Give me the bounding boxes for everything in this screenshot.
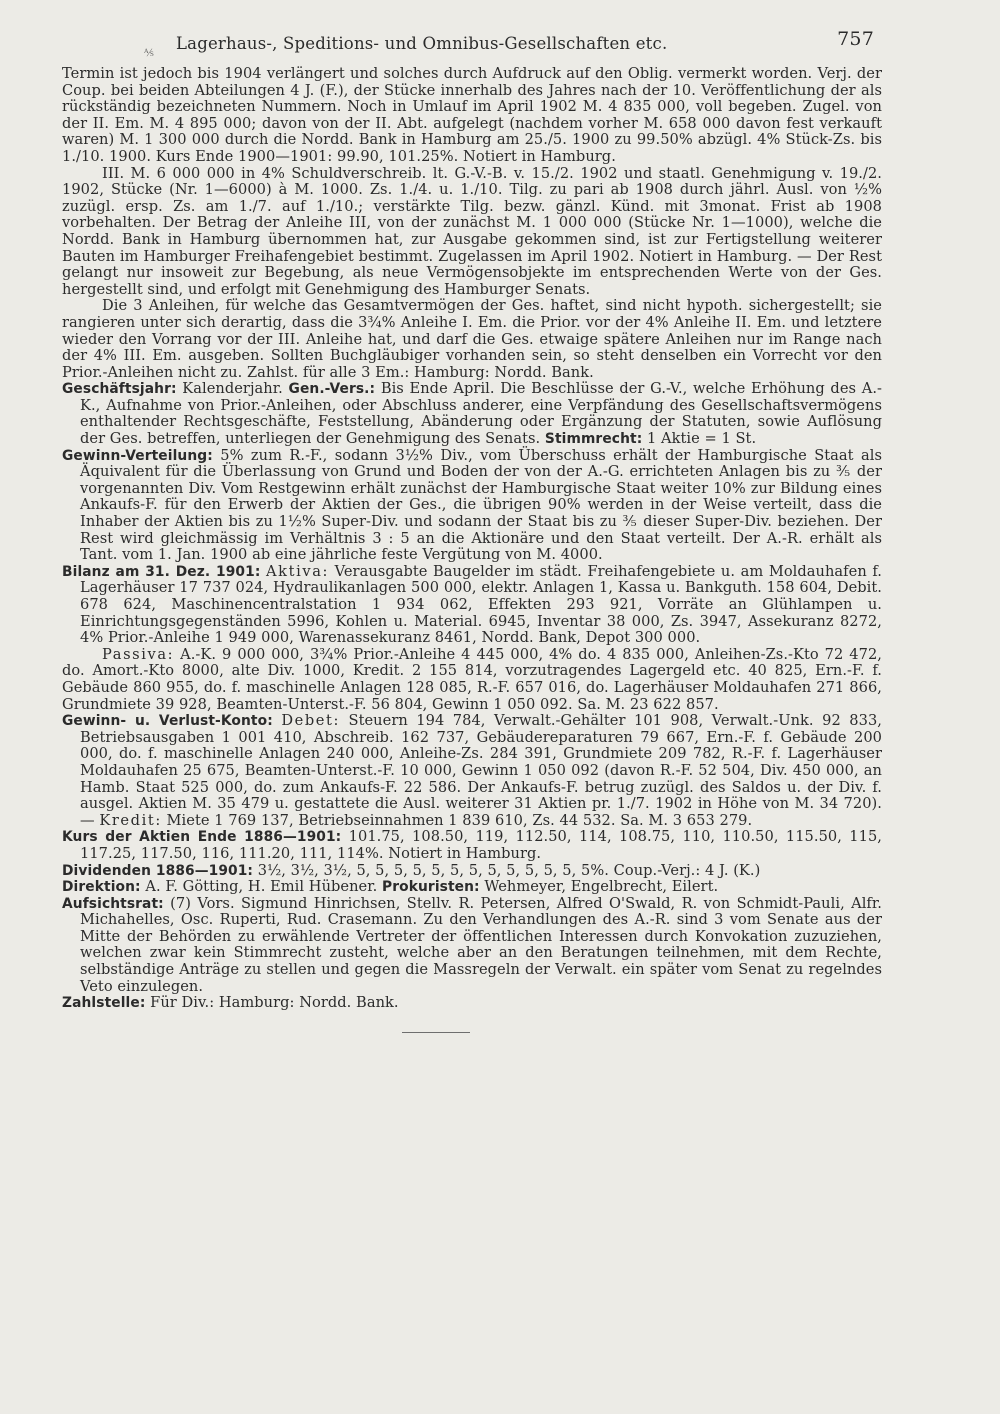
- label-direktion: Direktion:: [62, 879, 141, 896]
- page-header: [62, 24, 882, 58]
- text-stimmrecht: 1 Aktie = 1 St.: [642, 430, 757, 448]
- text-geschaeftsjahr: Kalenderjahr.: [176, 380, 289, 398]
- label-kurs: Kurs der Aktien Ende 1886—1901:: [62, 829, 342, 846]
- label-dividenden: Dividenden 1886—1901:: [62, 862, 254, 879]
- label-zahlstelle: Zahlstelle:: [62, 995, 146, 1012]
- paragraph-anleihe-continuation: Termin ist jedoch bis 1904 verlängert und solches durch Aufdruck auf den Oblig. vermerkt worden. Verj. der Coup. bei beiden Abteilungen 4 J. (F.), der Stücke innerhalb des Jahres nach der 10. Veröffentlichung der als rückständig bezeichneten Nummern. Noch in Umlauf im April 1902 M. 4 835 000, voll begeben. Zugel. von der II. Em. M. 4 895 000; davon von der II. Abt. aufgelegt (nachdem vorher M. 658 000 davon fest verkauft waren) M. 1 300 000 durch die Nordd. Bank in Hamburg am 25./5. 1900 zu 99.50% abzügl. 4% Stück-Zs. bis 1./10. 1900. Kurs Ende 1900—1901: 99.90, 101.25%. Notiert in Hamburg.: [62, 65, 882, 165]
- text-gen-vers: Bis Ende April. Die Beschlüsse der G.-V., welche Erhöhung des A.-K., Aufnahme von Prior.-Anleihen, oder Abschluss anderer, eine Verpfändung des Gesellschaftsvermögens enthaltender Rechtsgeschäfte, Feststellung, Abänderung oder Ergänzung der Statuten, sowie Auflösung der Ges. betreffen, unterliegen der Genehmigung des Senats.: [80, 380, 882, 448]
- entry-direktion: [62, 879, 882, 896]
- text-aktiva: Verausgabte Baugelder im städt. Freihafengebiete u. am Moldauhafen f. Lagerhäuser 17 737 024, Hydraulikanlagen 500 000, elektr. Anlagen 1, Kassa u. Bankguth. 158 604, Debit. 678 624, Maschinencentralstation 1 934 062, Effekten 293 921, Vorräte an Glühlampen u. Einrichtungsgegenständen 5996, Kohlen u. Material. 6945, Inventar 38 000, Zs. 3947, Assekuranz 8272, 4% Prior.-Anleihe 1 949 000, Warenassekuranz 8461, Nordd. Bank, Depot 300 000.: [80, 562, 882, 647]
- label-kredit: Kredit:: [99, 811, 162, 829]
- label-prokuristen: Prokuristen:: [382, 879, 480, 896]
- paragraph-anleihe-iii: III. M. 6 000 000 in 4% Schuldverschreib. lt. G.-V.-B. v. 15./2. 1902 und staatl. Genehmigung v. 19./2. 1902, Stücke (Nr. 1—6000) à M. 1000. Zs. 1./4. u. 1./10. Tilg. zu pari ab 1908 durch jährl. Ausl. von ½% zuzügl. ersp. Zs. am 1./7. auf 1./10.; verstärkte Tilg. bezw. gänzl. Künd. mit 3monat. Frist ab 1908 vorbehalten. Der Betrag der Anleihe III, von der zunächst M. 1 000 000 (Stücke Nr. 1—1000), welche die Nordd. Bank in Hamburg übernommen hat, zur Ausgabe gekommen sind, ist zur Fertigstellung weiterer Bauten im Hamburger Freihafengebiet bestimmt. Zugelassen im April 1902. Notiert in Hamburg. — Der Rest gelangt nur insoweit zur Begebung, als neue Vermögensobjekte im entsprechenden Werte von der Ges. hergestellt sind, und erfolgt mit Genehmigung des Hamburger Senats.: [62, 164, 882, 298]
- entry-kurs: [62, 829, 882, 862]
- text-direktion: A. F. Götting, H. Emil Hübener.: [140, 878, 383, 896]
- margin-mark: ⅍: [144, 46, 154, 59]
- label-gewinn-verlust-konto: Gewinn- u. Verlust-Konto:: [62, 713, 273, 730]
- text-gewinn-verteilung: 5% zum R.-F., sodann 3½% Div., vom Überschuss erhält der Hamburgische Staat als Äquivalent für die Überlassung von Grund und Boden der von der A.-G. errichteten Anlagen bis zu ⅗ der vorgenannten Div. Vom Restgewinn erhält zunächst der Hamburgische Staat weiter 10% zur Bildung eines Ankaufs-F. für den Erwerb der Aktien der Ges., die übrigen 90% werden in der Weise verteilt, dass die Inhaber der Aktien bis zu 1½% Super-Div. und sodann der Staat bis zu ⅗ dieser Super-Div. beziehen. Der Rest wird gleichmässig im Verhältnis 3 : 5 an die Aktionäre und den Staat verteilt. Der A.-R. erhält als Tant. vom 1. Jan. 1900 ab eine jährliche feste Vergütung von M. 4000.: [80, 446, 882, 564]
- entry-gewinn-verlust-konto: [62, 713, 882, 829]
- label-passiva: Passiva:: [102, 645, 175, 663]
- entry-gewinn-verteilung: [62, 448, 882, 564]
- entry-bilanz-aktiva: [62, 564, 882, 647]
- running-title: Lagerhaus-, Speditions- und Omnibus-Gesellschaften etc.: [176, 34, 668, 53]
- paragraph-anleihen-rang: Die 3 Anleihen, für welche das Gesamtvermögen der Ges. haftet, sind nicht hypoth. sichergestellt; sie rangieren unter sich derartig, dass die 3¾% Anleihe I. Em. die Prior. vor der 4% Anleihe II. Em. und letztere wieder den Vorrang vor der III. Anleihe hat, und darf die Ges. etwaige spätere Anleihen nur im Range nach der 4% III. Em. ausgeben. Sollten Buchgläubiger vorhanden sein, so steht denselben ein Vorrecht vor den Prior.-Anleihen nicht zu. Zahlst. für alle 3 Em.: Hamburg: Nordd. Bank.: [62, 297, 882, 381]
- entry-geschaeftsjahr: [62, 381, 882, 447]
- text-prokuristen: Wehmeyer, Engelbrecht, Eilert.: [479, 878, 719, 896]
- label-geschaeftsjahr: Geschäftsjahr:: [62, 381, 177, 398]
- text-kredit: Miete 1 769 137, Betriebseinnahmen 1 839 610, Zs. 44 532. Sa. M. 3 653 279.: [161, 811, 753, 829]
- label-aktiva: Aktiva:: [266, 562, 330, 580]
- label-bilanz: Bilanz am 31. Dez. 1901:: [62, 563, 261, 580]
- section-end-rule: [402, 1032, 470, 1033]
- label-aufsichtsrat: Aufsichtsrat:: [62, 895, 164, 912]
- text-kurs: 101.75, 108.50, 119, 112.50, 114, 108.75, 110, 110.50, 115.50, 115, 117.25, 117.50, 116, 111.20, 111, 114%. Notiert in Hamburg.: [80, 828, 882, 862]
- label-debet: Debet:: [281, 712, 341, 730]
- label-gewinn-verteilung: Gewinn-Verteilung:: [62, 447, 213, 464]
- text-dividenden: 3½, 3½, 3½, 5, 5, 5, 5, 5, 5, 5, 5, 5, 5, 5, 5, 5%. Coup.-Verj.: 4 J. (K.): [253, 861, 761, 879]
- page-body: [62, 66, 882, 1033]
- text-debet: Steuern 194 784, Verwalt.-Gehälter 101 908, Verwalt.-Unk. 92 833, Betriebsausgaben 1 001 410, Abschreib. 162 737, Gebäudereparaturen 79 667, Ern.-F. f. Gebäude 200 000, do. f. maschinelle Anlagen 240 000, Anleihe-Zs. 284 391, Grundmiete 209 782, R.-F. f. Lagerhäuser Moldauhafen 25 675, Beamten-Unterst.-F. 10 000, Gewinn 1 050 092 (davon R.-F. 52 504, Div. 450 000, an Hamb. Staat 525 000, do. zum Ankaufs-F. 22 586. Der Ankaufs-F. betrug zuzügl. des Saldos u. der Div. f. ausgel. Aktien M. 35 479 u. gestattete die Ausl. weiterer 31 Aktien pr. 1./7. 1902 in Höhe von M. 34 720). —: [80, 712, 882, 829]
- page-number: 757: [837, 28, 874, 50]
- entry-aufsichtsrat: [62, 896, 882, 996]
- label-gen-vers: Gen.-Vers.:: [288, 381, 376, 398]
- entry-bilanz-passiva: [62, 647, 882, 713]
- entry-dividenden: [62, 863, 882, 880]
- label-stimmrecht: Stimmrecht:: [544, 431, 643, 448]
- entry-zahlstelle: [62, 995, 882, 1012]
- text-aufsichtsrat: (7) Vors. Sigmund Hinrichsen, Stellv. R. Petersen, Alfred O'Swald, R. von Schmidt-Pauli, Alfr. Michahelles, Osc. Ruperti, Rud. Crasemann. Zu den Verhandlungen des A.-R. sind 3 vom Senate aus der Mitte der Behörden zu erwählende Vertreter der öffentlichen Interessen durch Konvokation zuzuziehen, welchen zwar kein Stimmrecht zusteht, welche aber an den Beratungen teilnehmen, mit dem Rechte, selbständige Anträge zu stellen und gegen die Massregeln der Verwalt. ein später vom Senat zu regelndes Veto einzulegen.: [80, 894, 882, 995]
- text-passiva: A.-K. 9 000 000, 3¾% Prior.-Anleihe 4 445 000, 4% do. 4 835 000, Anleihen-Zs.-Kto 72 472, do. Amort.-Kto 8000, alte Div. 1000, Kredit. 2 155 814, vorzutragendes Lagergeld etc. 40 825, Ern.-F. f. Gebäude 860 955, do. f. maschinelle Anlagen 128 085, R.-F. 657 016, do. Lagerhäuser Moldauhafen 271 866, Grundmiete 39 928, Beamten-Unterst.-F. 56 804, Gewinn 1 050 092. Sa. M. 23 622 857.: [62, 645, 882, 713]
- text-zahlstelle: Für Div.: Hamburg: Nordd. Bank.: [145, 994, 399, 1012]
